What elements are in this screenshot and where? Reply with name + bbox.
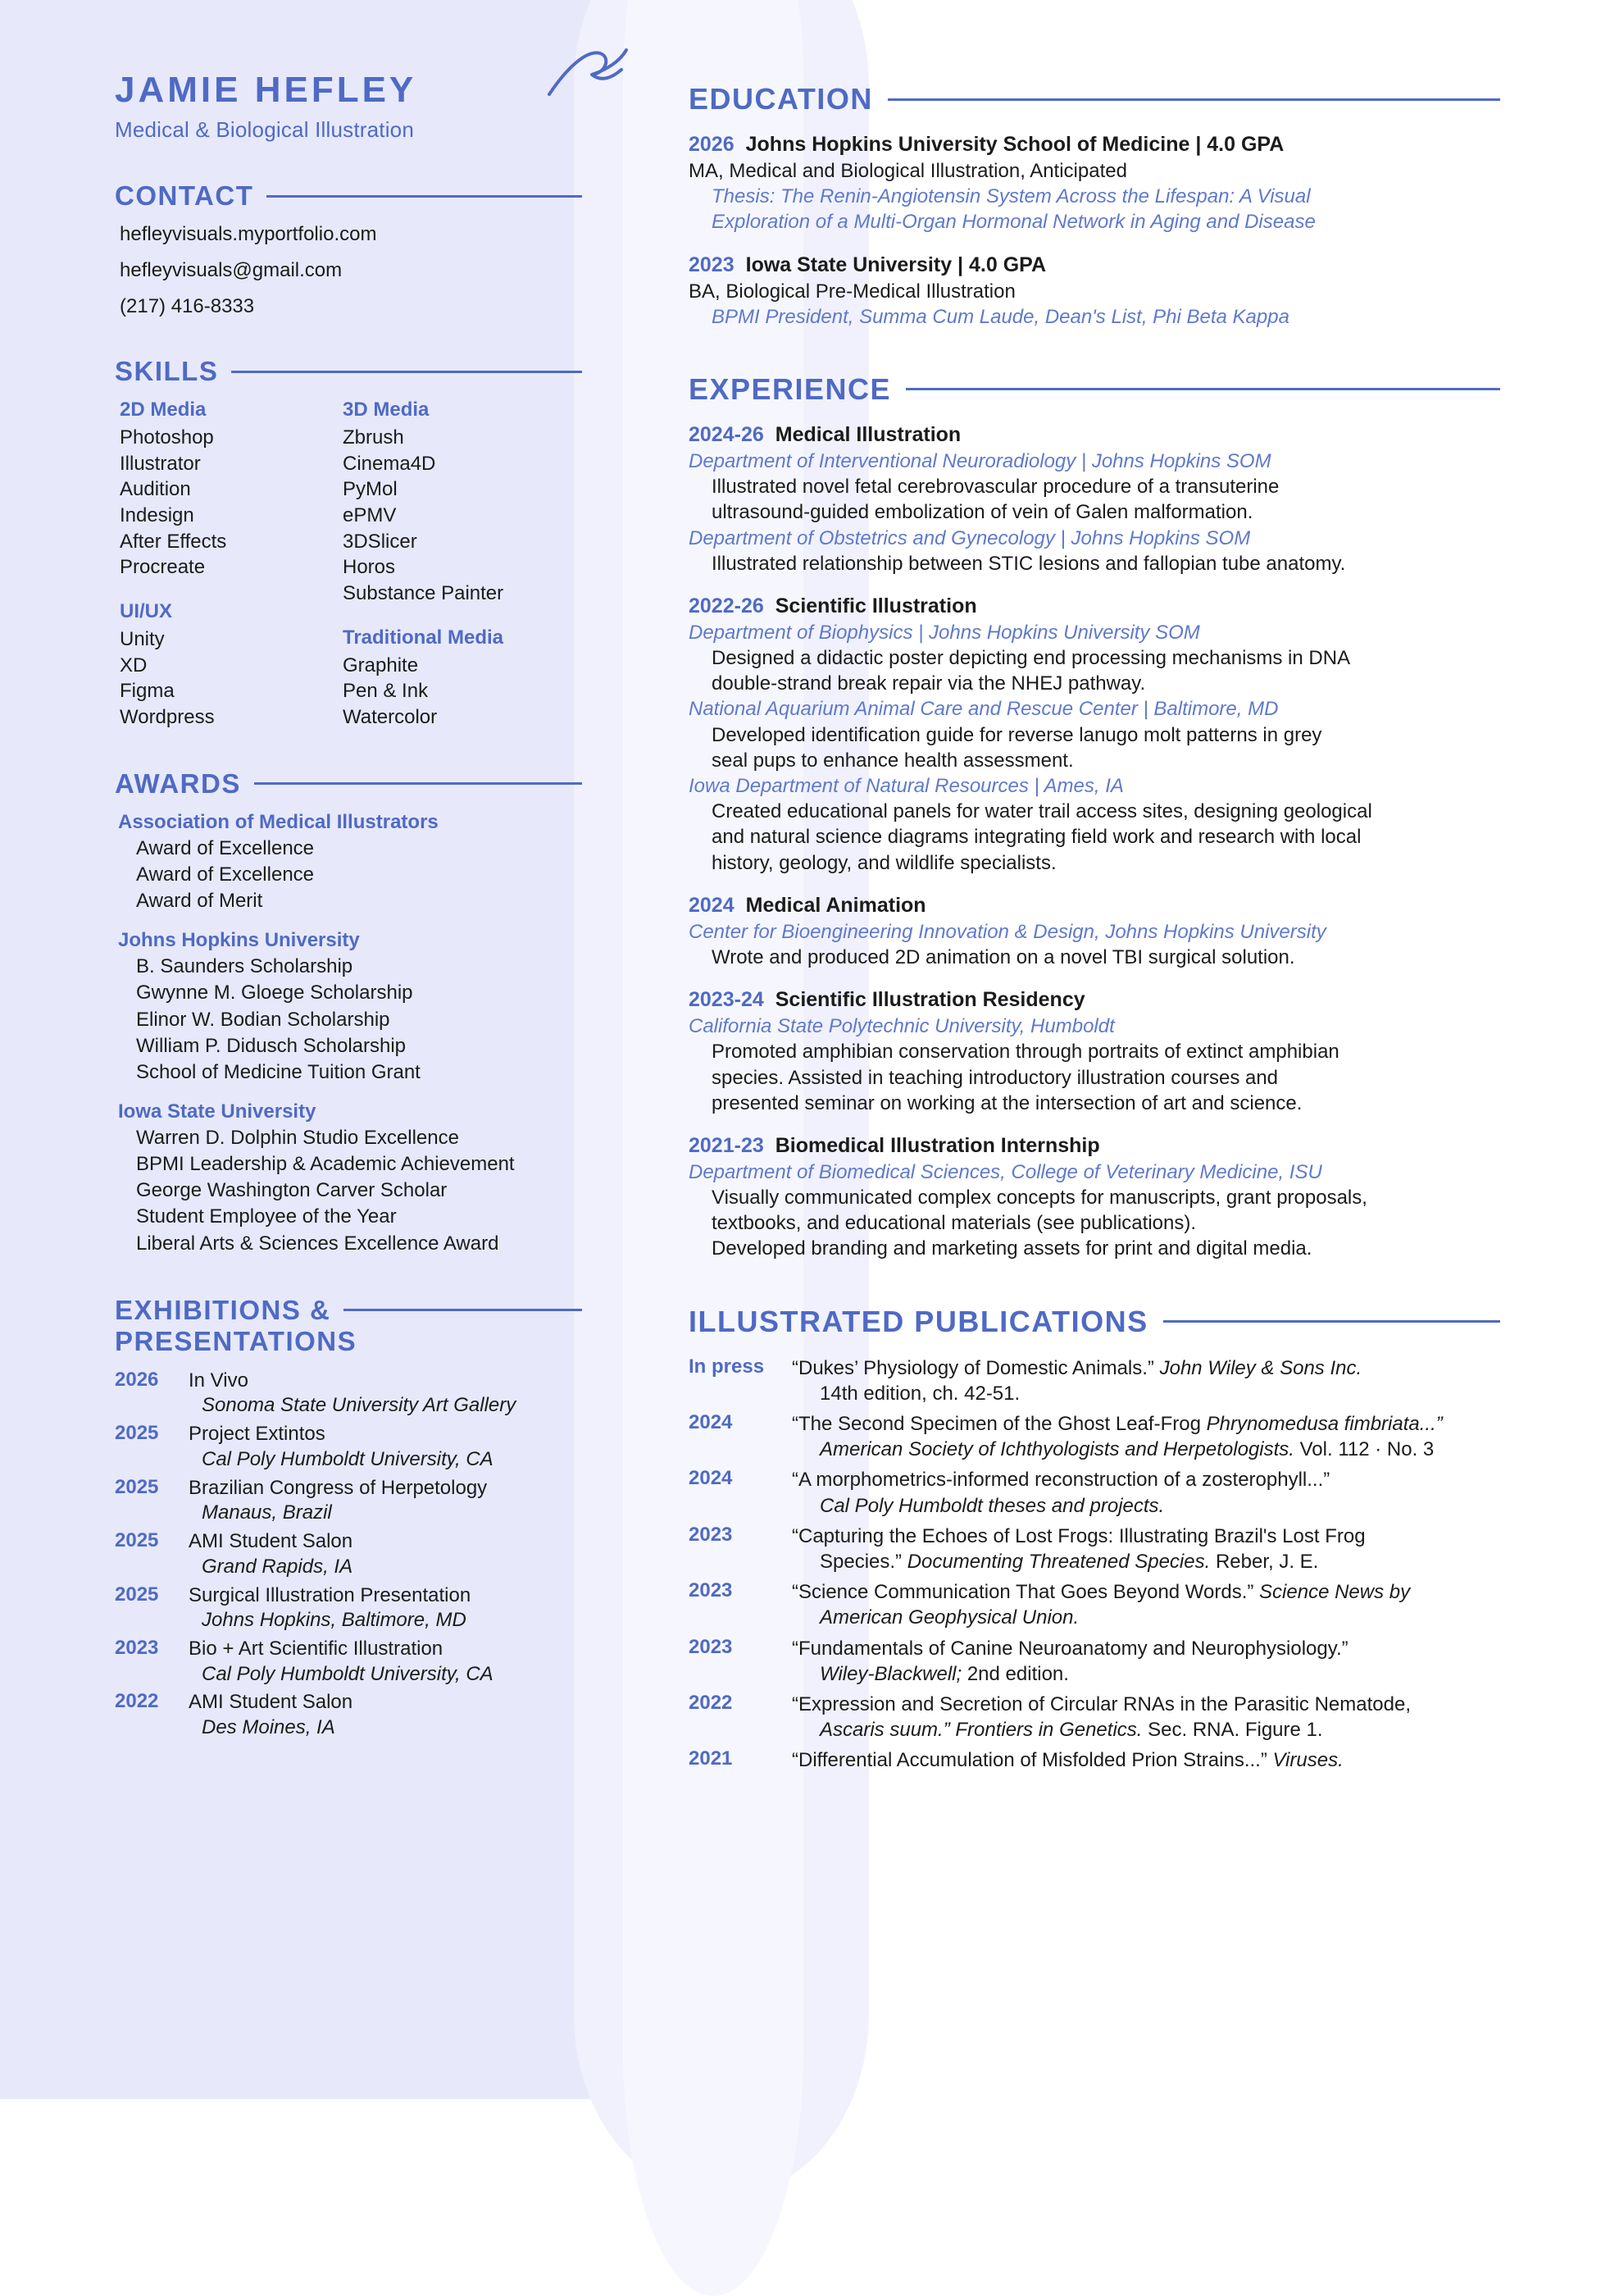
exhibition-location: Grand Rapids, IA xyxy=(202,1555,353,1578)
experience-line: textbooks, and educational materials (see publications). xyxy=(712,1212,1196,1235)
publication-title: “Capturing the Echoes of Lost Frogs: Illustrating Brazil's Lost Frog xyxy=(792,1524,1366,1547)
contact-phone: (217) 416-8333 xyxy=(120,295,255,317)
name-block xyxy=(115,70,582,143)
exhibitions-heading xyxy=(115,1295,582,1357)
exhibition-year: 2022 xyxy=(115,1690,159,1713)
experience-line: and natural science diagrams integrating field work and research with local xyxy=(712,826,1362,849)
experience-org: Department of Biophysics | Johns Hopkins University SOM xyxy=(689,621,1200,644)
experience-year: 2024-26 xyxy=(689,422,764,446)
skills-column-right xyxy=(343,399,531,731)
experience-heading xyxy=(689,372,1500,407)
award-organization: Association of Medical Illustrators xyxy=(118,810,439,833)
experience-org: Iowa Department of Natural Resources | Ames, IA xyxy=(689,775,1124,797)
publication-row xyxy=(689,1747,1500,1773)
award-item: Award of Merit xyxy=(136,890,263,913)
skills-grid xyxy=(115,399,582,731)
publication-source: Cal Poly Humboldt theses and projects. xyxy=(820,1494,1165,1517)
publication-row xyxy=(689,1411,1500,1462)
education-school: Johns Hopkins University School of Medicine | 4.0 GPA xyxy=(745,133,1285,156)
exhibition-title: Brazilian Congress of Herpetology xyxy=(189,1476,488,1499)
experience-year: 2024 xyxy=(689,893,735,917)
contact-heading-label: CONTACT xyxy=(115,180,254,211)
award-item: B. Saunders Scholarship xyxy=(136,955,353,978)
exhibition-title: AMI Student Salon xyxy=(189,1691,353,1714)
experience-org: California State Polytechnic University, Humboldt xyxy=(689,1015,1115,1038)
skill-item: 3DSlicer xyxy=(343,530,417,553)
publication-title: “Expression and Secretion of Circular RNAs in the Parasitic Nematode, xyxy=(792,1692,1411,1715)
exhibition-year: 2026 xyxy=(115,1368,159,1391)
education-year: 2023 xyxy=(689,253,735,276)
experience-entry xyxy=(689,894,1500,970)
skill-item: Unity xyxy=(120,628,165,651)
education-heading xyxy=(689,82,1500,116)
experience-entry xyxy=(689,423,1500,576)
award-item: Gwynne M. Gloege Scholarship xyxy=(136,982,413,1004)
publication-title: “Dukes’ Physiology of Domestic Animals.” xyxy=(792,1356,1160,1379)
skill-item: Audition xyxy=(120,478,191,501)
exhibitions-heading-label-2: PRESENTATIONS xyxy=(115,1325,357,1356)
list-item xyxy=(115,1529,582,1579)
exhibition-location: Cal Poly Humboldt University, CA xyxy=(202,1662,493,1685)
list-item xyxy=(115,1637,582,1687)
education-heading-label: EDUCATION xyxy=(689,82,873,116)
education-degree: MA, Medical and Biological Illustration, Anticipated xyxy=(689,160,1127,182)
skill-item: Watercolor xyxy=(343,706,438,729)
publication-year: 2023 xyxy=(689,1579,733,1602)
education-note: Thesis: The Renin-Angiotensin System Across the Lifespan: A Visual xyxy=(712,185,1311,208)
experience-year: 2021-23 xyxy=(689,1133,764,1157)
experience-line: species. Assisted in teaching introductory illustration courses and xyxy=(712,1066,1279,1089)
skill-category: Traditional Media xyxy=(343,626,504,649)
skill-item: Substance Painter xyxy=(343,582,504,605)
publication-row xyxy=(689,1467,1500,1518)
publication-row xyxy=(689,1636,1500,1687)
experience-line: Developed branding and marketing assets for print and digital media. xyxy=(712,1237,1312,1260)
right-column xyxy=(689,82,1500,1778)
awards-list xyxy=(115,811,582,1257)
contact-list xyxy=(115,223,582,318)
publication-source: John Wiley & Sons Inc. xyxy=(1159,1356,1362,1379)
publications-list xyxy=(689,1355,1500,1774)
list-item xyxy=(115,1583,582,1633)
skill-item: Photoshop xyxy=(120,426,214,449)
publication-title-cont: Species.” xyxy=(820,1550,907,1573)
heading-rule xyxy=(254,782,582,785)
exhibition-year: 2025 xyxy=(115,1529,159,1552)
award-item: Warren D. Dolphin Studio Excellence xyxy=(136,1126,459,1149)
skill-item: Illustrator xyxy=(120,452,201,475)
exhibitions-list xyxy=(115,1369,582,1741)
list-item xyxy=(115,1476,582,1526)
publication-species: Phrynomedusa fimbriata...” xyxy=(1206,1413,1443,1435)
experience-title: Medical Illustration xyxy=(775,422,962,446)
experience-title: Biomedical Illustration Internship xyxy=(775,1133,1100,1157)
skill-category: 3D Media xyxy=(343,399,430,421)
award-item: School of Medicine Tuition Grant xyxy=(136,1060,421,1083)
experience-title: Medical Animation xyxy=(745,893,926,917)
experience-org: Center for Bioengineering Innovation & Design, Johns Hopkins University xyxy=(689,920,1326,943)
skill-item: Horos xyxy=(343,556,396,579)
experience-line: Designed a didactic poster depicting end processing mechanisms in DNA xyxy=(712,647,1351,670)
heading-rule xyxy=(888,98,1500,101)
publication-row xyxy=(689,1355,1500,1406)
publication-source: Wiley-Blackwell; xyxy=(820,1662,962,1685)
experience-heading-label: EXPERIENCE xyxy=(689,371,892,406)
publication-source: Science News by xyxy=(1259,1581,1411,1604)
publication-year: 2024 xyxy=(689,1411,733,1433)
experience-line: Illustrated novel fetal cerebrovascular procedure of a transuterine xyxy=(712,476,1280,499)
publication-title: “Science Communication That Goes Beyond Words.” xyxy=(792,1581,1260,1604)
publication-title: “Differential Accumulation of Misfolded Prion Strains...” xyxy=(792,1749,1273,1772)
experience-entry xyxy=(689,988,1500,1116)
experience-line: ultrasound-guided embolization of vein of Galen malformation. xyxy=(712,501,1253,524)
skill-item: Cinema4D xyxy=(343,452,436,475)
exhibition-title: Bio + Art Scientific Illustration xyxy=(189,1637,443,1660)
award-item: Elinor W. Bodian Scholarship xyxy=(136,1008,390,1031)
publication-source: Viruses. xyxy=(1272,1749,1344,1772)
heading-rule xyxy=(1163,1320,1500,1323)
experience-org: Department of Interventional Neuroradiology | Johns Hopkins SOM xyxy=(689,449,1271,472)
publication-edition: 2nd edition. xyxy=(962,1662,1069,1685)
list-item xyxy=(115,1422,582,1472)
skill-item: PyMol xyxy=(343,478,398,501)
exhibition-title: Project Extintos xyxy=(189,1423,325,1446)
skill-item: Zbrush xyxy=(343,426,404,449)
publication-title: “The Second Specimen of the Ghost Leaf-Frog xyxy=(792,1413,1207,1435)
skill-item: XD xyxy=(120,654,148,676)
exhibition-location: Johns Hopkins, Baltimore, MD xyxy=(202,1609,466,1632)
exhibitions-heading-label-1: EXHIBITIONS & xyxy=(115,1294,331,1325)
page-title: JAMIE HEFLEY xyxy=(115,70,417,110)
exhibition-year: 2023 xyxy=(115,1636,159,1659)
experience-title: Scientific Illustration Residency xyxy=(775,988,1085,1012)
publication-year: 2024 xyxy=(689,1467,733,1490)
experience-org: National Aquarium Animal Care and Rescue Center | Baltimore, MD xyxy=(689,698,1279,721)
award-organization: Johns Hopkins University xyxy=(118,929,360,952)
publication-source: Documenting Threatened Species. xyxy=(907,1550,1211,1573)
publication-year: 2022 xyxy=(689,1691,733,1714)
exhibition-title: AMI Student Salon xyxy=(189,1530,353,1553)
heading-rule xyxy=(231,371,582,373)
experience-line: Developed identification guide for reverse lanugo molt patterns in grey xyxy=(712,723,1322,746)
experience-org: Department of Biomedical Sciences, College of Veterinary Medicine, ISU xyxy=(689,1160,1322,1183)
list-item xyxy=(115,1369,582,1419)
education-entry xyxy=(689,253,1500,330)
publication-source: Ascaris suum.” Frontiers in Genetics. xyxy=(820,1719,1143,1742)
publication-year: 2023 xyxy=(689,1523,733,1546)
experience-line: Wrote and produced 2D animation on a novel TBI surgical solution. xyxy=(712,945,1295,968)
exhibition-location: Cal Poly Humboldt University, CA xyxy=(202,1447,493,1470)
awards-heading-label: AWARDS xyxy=(115,768,241,799)
award-organization: Iowa State University xyxy=(118,1100,316,1123)
contact-email[interactable]: hefleyvisuals@gmail.com xyxy=(120,259,343,281)
award-item: George Washington Carver Scholar xyxy=(136,1179,448,1202)
exhibition-location: Sonoma State University Art Gallery xyxy=(202,1394,516,1417)
publications-heading xyxy=(689,1305,1500,1339)
award-item: Liberal Arts & Sciences Excellence Award xyxy=(136,1232,499,1255)
experience-entry xyxy=(689,1134,1500,1262)
publication-title: “A morphometrics-informed reconstruction of a zosterophyll...” xyxy=(792,1469,1330,1492)
exhibition-location: Des Moines, IA xyxy=(202,1716,335,1739)
publication-title: “Fundamentals of Canine Neuroanatomy and Neurophysiology.” xyxy=(792,1637,1348,1660)
exhibition-title: In Vivo xyxy=(189,1369,248,1392)
publication-volume: Vol. 112 · No. 3 xyxy=(1294,1438,1435,1461)
exhibition-year: 2025 xyxy=(115,1422,159,1445)
publication-year: In press xyxy=(689,1355,765,1378)
exhibition-year: 2025 xyxy=(115,1583,159,1606)
publication-author: Reber, J. E. xyxy=(1210,1550,1319,1573)
experience-line: presented seminar on working at the intersection of art and science. xyxy=(712,1091,1303,1114)
award-item: William P. Didusch Scholarship xyxy=(136,1034,407,1057)
flourish-icon xyxy=(541,45,631,119)
skill-category: UI/UX xyxy=(120,600,173,623)
experience-line: Created educational panels for water trail access sites, designing geological xyxy=(712,800,1372,823)
experience-title: Scientific Illustration xyxy=(775,594,977,617)
award-item: Award of Excellence xyxy=(136,836,315,859)
publication-source: American Society of Ichthyologists and Herpetologists. xyxy=(820,1438,1294,1461)
publication-detail: 14th edition, ch. 42-51. xyxy=(820,1382,1021,1405)
skills-column-left xyxy=(120,399,308,731)
publication-year: 2021 xyxy=(689,1747,733,1770)
heading-rule xyxy=(343,1309,582,1311)
experience-line: Visually communicated complex concepts for manuscripts, grant proposals, xyxy=(712,1187,1367,1210)
award-item: BPMI Leadership & Academic Achievement xyxy=(136,1153,515,1176)
publication-source-cont: American Geophysical Union. xyxy=(820,1606,1080,1629)
education-note: BPMI President, Summa Cum Laude, Dean's List, Phi Beta Kappa xyxy=(712,305,1289,328)
page-subtitle: Medical & Biological Illustration xyxy=(115,117,414,142)
skill-item: Figma xyxy=(120,680,175,703)
exhibition-year: 2025 xyxy=(115,1475,159,1498)
skill-item: Pen & Ink xyxy=(343,680,429,703)
heading-rule xyxy=(266,195,582,198)
education-year: 2026 xyxy=(689,133,735,156)
skill-item: Wordpress xyxy=(120,706,215,729)
skill-item: Graphite xyxy=(343,654,419,676)
awards-heading xyxy=(115,768,582,800)
experience-org: Department of Obstetrics and Gynecology | Johns Hopkins SOM xyxy=(689,526,1251,549)
experience-line: Illustrated relationship between STIC lesions and fallopian tube anatomy. xyxy=(712,552,1346,575)
skill-item: Procreate xyxy=(120,556,206,579)
exhibition-title: Surgical Illustration Presentation xyxy=(189,1583,471,1606)
skills-heading-label: SKILLS xyxy=(115,356,219,386)
experience-line: double-strand break repair via the NHEJ pathway. xyxy=(712,672,1146,695)
experience-year: 2023-24 xyxy=(689,988,764,1012)
contact-heading xyxy=(115,180,582,212)
skills-heading xyxy=(115,356,582,387)
publication-row xyxy=(689,1692,1500,1742)
experience-entry xyxy=(689,594,1500,876)
award-item: Award of Excellence xyxy=(136,863,315,886)
heading-rule xyxy=(906,388,1500,390)
experience-line: seal pups to enhance health assessment. xyxy=(712,749,1074,772)
publications-heading-label: ILLUSTRATED PUBLICATIONS xyxy=(689,1304,1148,1338)
skill-category: 2D Media xyxy=(120,399,207,421)
skill-item: ePMV xyxy=(343,504,397,527)
list-item xyxy=(115,1690,582,1740)
award-item: Student Employee of the Year xyxy=(136,1205,397,1228)
education-entry xyxy=(689,133,1500,235)
contact-website[interactable]: hefleyvisuals.myportfolio.com xyxy=(120,223,377,245)
experience-year: 2022-26 xyxy=(689,594,764,617)
experience-line: history, geology, and wildlife specialists. xyxy=(712,851,1057,874)
experience-line: Promoted amphibian conservation through portraits of extinct amphibian xyxy=(712,1041,1339,1064)
publication-row xyxy=(689,1524,1500,1574)
education-note: Exploration of a Multi-Organ Hormonal Network in Aging and Disease xyxy=(712,211,1316,234)
skill-item: Indesign xyxy=(120,504,194,527)
skill-item: After Effects xyxy=(120,530,227,553)
publication-row xyxy=(689,1579,1500,1630)
publication-year: 2023 xyxy=(689,1635,733,1658)
left-column xyxy=(115,70,582,1744)
publication-detail: Sec. RNA. Figure 1. xyxy=(1142,1719,1323,1742)
exhibition-location: Manaus, Brazil xyxy=(202,1501,332,1524)
education-school: Iowa State University | 4.0 GPA xyxy=(745,253,1047,276)
education-degree: BA, Biological Pre-Medical Illustration xyxy=(689,280,1016,303)
